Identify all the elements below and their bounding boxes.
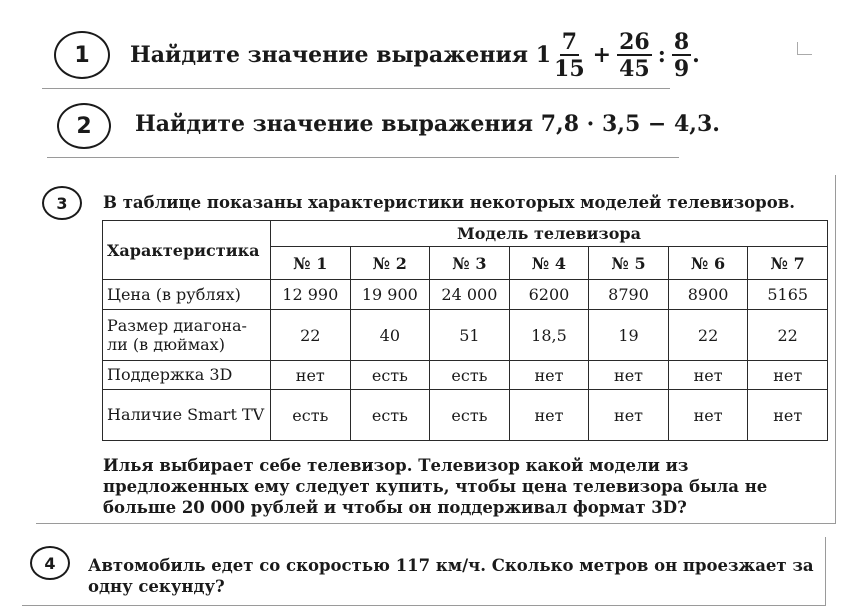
fraction-2-numerator: 26 <box>619 28 650 55</box>
divider-3-right <box>835 175 836 523</box>
model-header: № 6 <box>668 247 748 280</box>
table-cell: 40 <box>350 310 430 361</box>
table-cell: 51 <box>430 310 510 361</box>
table-cell: 8790 <box>589 280 669 310</box>
task-3-intro: В таблице показаны характеристики некоторых моделей телевизоров. <box>103 193 795 212</box>
model-header: № 1 <box>271 247 351 280</box>
row-label-price: Цена (в рублях) <box>103 280 271 310</box>
task-1-text <box>130 30 700 80</box>
model-group-header: Модель телевизора <box>271 221 828 247</box>
table-cell: нет <box>589 361 669 390</box>
table-cell: нет <box>509 390 589 441</box>
table-cell: 19 900 <box>350 280 430 310</box>
plus-sign: + <box>592 42 612 68</box>
row-label-3d: Поддержка 3D <box>103 361 271 390</box>
table-cell: 18,5 <box>509 310 589 361</box>
tv-characteristics-table <box>102 220 828 441</box>
fraction-3 <box>672 28 691 82</box>
fraction-1-numerator: 7 <box>561 28 578 55</box>
table-cell: нет <box>271 361 351 390</box>
colon-sign: : <box>657 42 666 68</box>
table-cell: 24 000 <box>430 280 510 310</box>
task-number-4: 4 <box>30 546 70 580</box>
table-cell: нет <box>748 390 828 441</box>
table-cell: 6200 <box>509 280 589 310</box>
table-cell: нет <box>668 361 748 390</box>
corner-header: Характеристика <box>103 221 271 280</box>
task-number-3: 3 <box>42 186 82 220</box>
table-cell: нет <box>589 390 669 441</box>
table-row-price <box>103 280 828 310</box>
model-header: № 5 <box>589 247 669 280</box>
fraction-2-denominator: 45 <box>619 55 650 82</box>
task-2-text: Найдите значение выражения 7,8 · 3,5 − 4,3. <box>135 111 720 137</box>
table-cell: есть <box>271 390 351 441</box>
table-cell: есть <box>430 390 510 441</box>
table-cell: 8900 <box>668 280 748 310</box>
fraction-1-denominator: 15 <box>554 55 585 82</box>
table-row-smart-tv <box>103 390 828 441</box>
table-cell: 22 <box>668 310 748 361</box>
task-4-text: Автомобиль едет со скоростью 117 км/ч. Сколько метров он проезжает за одну секунду? <box>88 556 814 596</box>
divider-1 <box>42 88 670 89</box>
mixed-number-whole: 1 <box>535 42 552 68</box>
table-cell: 5165 <box>748 280 828 310</box>
fraction-2 <box>617 28 652 82</box>
table-cell: 12 990 <box>271 280 351 310</box>
table-cell: есть <box>430 361 510 390</box>
table-row-3d <box>103 361 828 390</box>
model-header: № 7 <box>748 247 828 280</box>
task-number-2: 2 <box>57 103 111 149</box>
task-1-period: . <box>692 42 700 68</box>
divider-4 <box>22 605 826 606</box>
table-cell: нет <box>668 390 748 441</box>
fraction-1 <box>552 28 587 82</box>
row-label-smart-tv: Наличие Smart TV <box>103 390 271 441</box>
divider-4-right <box>825 537 826 605</box>
row-label-diagonal: Размер диагона-ли (в дюймах) <box>103 310 271 361</box>
task-1-prompt: Найдите значение выражения <box>130 42 536 68</box>
model-header: № 3 <box>430 247 510 280</box>
table-cell: 22 <box>748 310 828 361</box>
table-cell: есть <box>350 390 430 441</box>
task-3-question: Илья выбирает себе телевизор. Телевизор какой модели из предложенных ему следует купить, чтобы цена телевизора была не больше 20 000 рублей и чтобы он поддерживал формат 3D? <box>103 456 768 517</box>
fraction-3-numerator: 8 <box>673 28 690 55</box>
corner-mark <box>797 42 812 55</box>
table-cell: 22 <box>271 310 351 361</box>
task-number-1: 1 <box>54 31 110 79</box>
model-header: № 2 <box>350 247 430 280</box>
table-cell: нет <box>509 361 589 390</box>
table-cell: есть <box>350 361 430 390</box>
fraction-3-denominator: 9 <box>673 55 690 82</box>
divider-2 <box>47 157 679 158</box>
divider-3 <box>36 523 836 524</box>
model-header: № 4 <box>509 247 589 280</box>
table-cell: нет <box>748 361 828 390</box>
table-cell: 19 <box>589 310 669 361</box>
table-row-diagonal <box>103 310 828 361</box>
